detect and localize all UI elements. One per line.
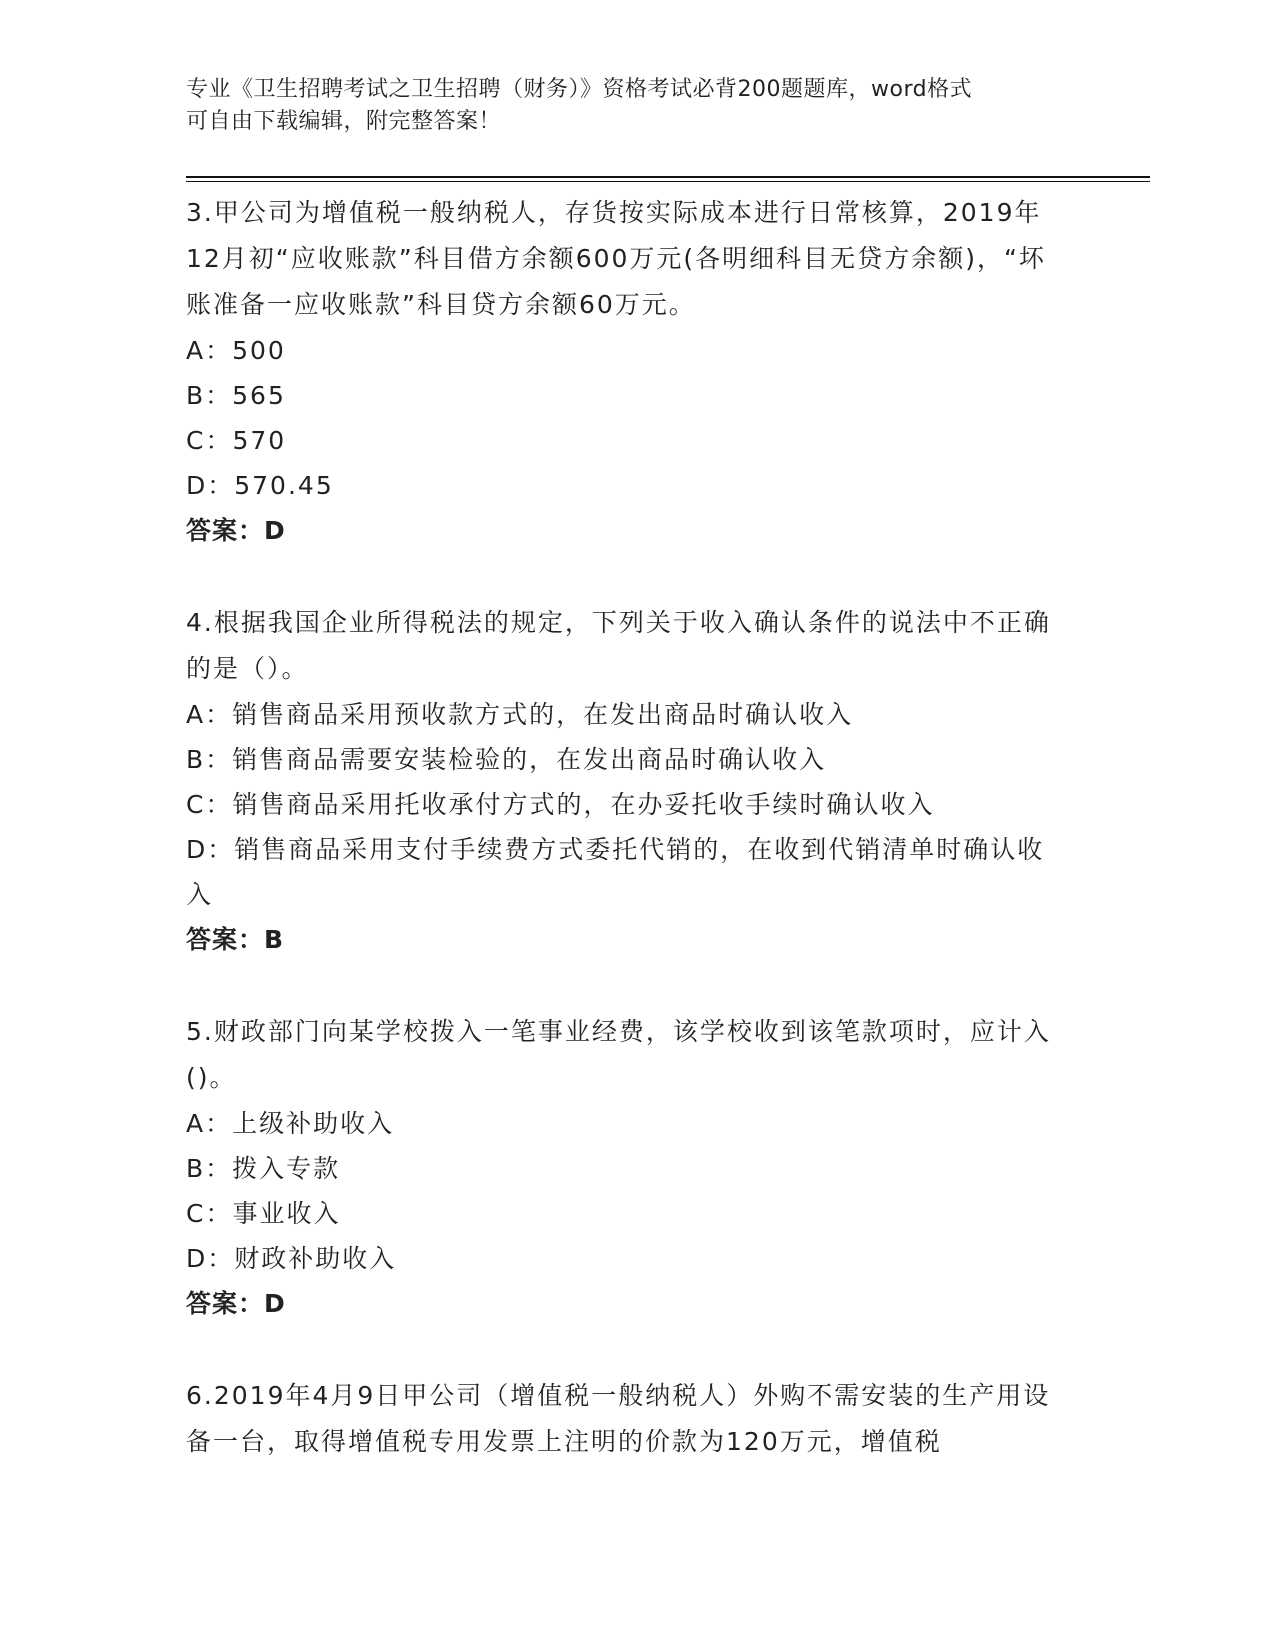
option-c: C：570 — [186, 426, 287, 455]
question-stem: 6.2019年4月9日甲公司（增值税一般纳税人）外购不需安装的生产用设备一台，取得增值税专用发票上注明的价款为120万元，增值税 — [186, 1381, 1051, 1456]
option-c: C：销售商品采用托收承付方式的，在办妥托收手续时确认收入 — [186, 790, 935, 819]
question-3 — [186, 190, 1066, 554]
option-d: D：570.45 — [186, 471, 334, 500]
option-a: A：上级补助收入 — [186, 1109, 395, 1138]
option-d: D：财政补助收入 — [186, 1244, 397, 1273]
page-header — [186, 74, 1066, 138]
question-4 — [186, 600, 1066, 963]
question-stem: 4.根据我国企业所得税法的规定，下列关于收入确认条件的说法中不正确的是（）。 — [186, 608, 1051, 683]
option-b: B：拨入专款 — [186, 1154, 341, 1183]
question-list — [186, 190, 1066, 1511]
question-5 — [186, 1009, 1066, 1327]
option-a: A：500 — [186, 336, 286, 365]
option-d: D：销售商品采用支付手续费方式委托代销的，在收到代销清单时确认收入 — [186, 835, 1045, 909]
answer: 答案：D — [186, 1289, 286, 1318]
question-6 — [186, 1373, 1066, 1465]
option-b: B：销售商品需要安装检验的，在发出商品时确认收入 — [186, 745, 827, 774]
header-line-1: 专业《卫生招聘考试之卫生招聘（财务）》资格考试必背200题题库，word格式 — [186, 77, 973, 102]
option-c: C：事业收入 — [186, 1199, 341, 1228]
header-divider-thick — [186, 176, 1150, 178]
header-divider-thin — [186, 181, 1150, 182]
question-stem: 3.甲公司为增值税一般纳税人，存货按实际成本进行日常核算，2019年12月初“应收账款”科目借方余额600万元(各明细科目无贷方余额)，“坏账准备一应收账款”科目贷方余额60万元。 — [186, 198, 1046, 319]
option-b: B：565 — [186, 381, 286, 410]
option-a: A：销售商品采用预收款方式的，在发出商品时确认收入 — [186, 700, 854, 729]
question-stem: 5.财政部门向某学校拨入一笔事业经费，该学校收到该笔款项时，应计入()。 — [186, 1017, 1051, 1092]
answer: 答案：B — [186, 925, 285, 954]
answer: 答案：D — [186, 516, 286, 545]
header-line-2: 可自由下载编辑，附完整答案！ — [186, 109, 502, 134]
